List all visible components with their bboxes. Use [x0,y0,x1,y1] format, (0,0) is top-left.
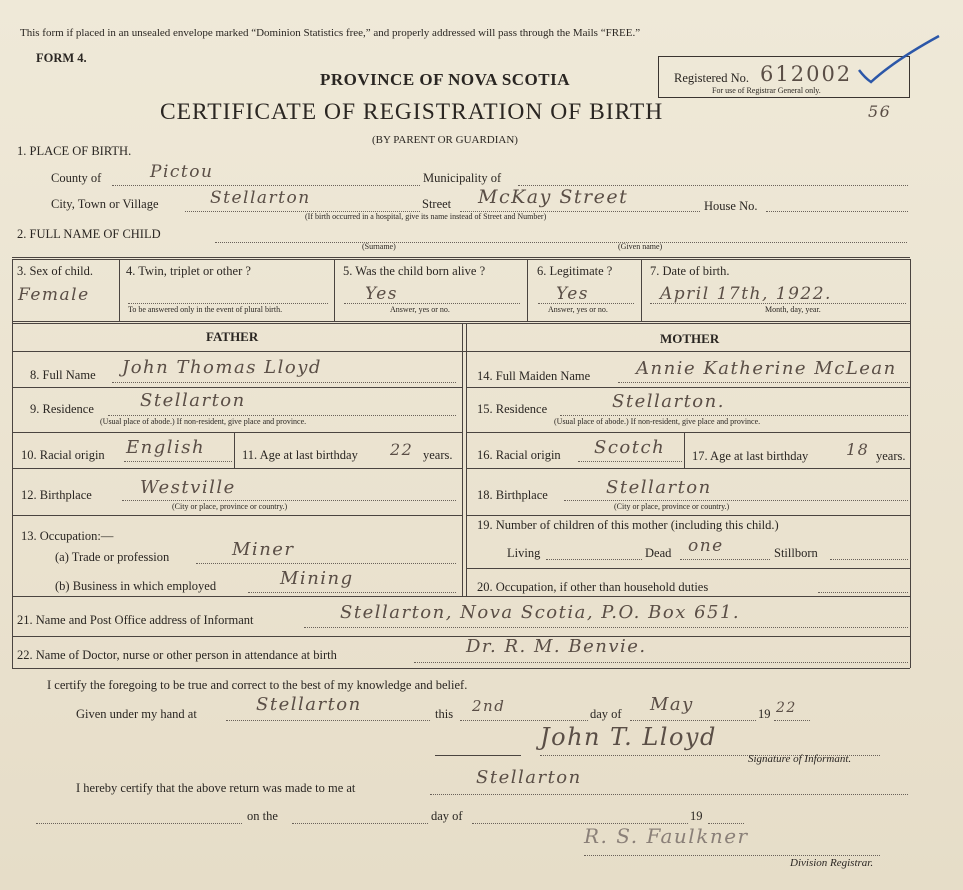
father-birthplace-value: Westville [140,477,236,498]
mother-name-value: Annie Katherine McLean [636,358,897,379]
business-value: Mining [280,568,354,589]
mother-residence-line [560,415,908,416]
municipality-label: Municipality of [423,171,502,185]
father-birthplace-line [122,500,456,501]
informant-line [304,627,908,628]
dead-line [680,559,770,560]
right-frame [910,259,911,668]
father-birthplace-note: (City or place, province or country.) [172,502,288,511]
place-of-birth-heading: 1. PLACE OF BIRTH. [17,144,132,158]
alive-value: Yes [365,284,399,304]
page-title: CERTIFICATE OF REGISTRATION OF BIRTH [160,99,664,125]
father-residence-label: 9. Residence [30,402,94,416]
mother-occupation-line [818,592,908,593]
column-divider [527,259,528,321]
father-name-line [112,382,456,383]
row-divider [466,515,910,516]
row-divider [12,351,910,352]
row-divider [12,596,910,597]
registered-number: 612002 [760,62,853,86]
mother-birthplace-value: Stellarton [606,477,712,498]
street-value: McKay Street [478,186,629,208]
given-place-value: Stellarton [256,694,362,715]
father-residence-note: (Usual place of abode.) If non-resident, give place and province. [100,417,307,426]
row-divider [12,468,462,469]
given-label: Given under my hand at [76,707,197,721]
street-label: Street [422,197,452,211]
father-racial-label: 10. Racial origin [21,448,105,462]
business-label: (b) Business in which employed [55,579,217,593]
mother-birthplace-line [564,500,908,501]
mother-age-value: 18 [846,440,870,459]
surname-note: (Surname) [362,242,396,251]
column-divider [234,432,235,468]
given-name-note: (Given name) [618,242,663,251]
month-line [630,720,756,721]
row-divider [12,668,910,669]
center-divider [462,323,463,596]
corner-mark: 56 [868,102,892,121]
given-place-line [226,720,430,721]
mother-birthplace-label: 18. Birthplace [477,488,548,502]
year-line [774,720,810,721]
column-divider [641,259,642,321]
mother-age-years: years. [876,449,906,463]
mother-racial-line [578,461,682,462]
alive-line [344,303,520,304]
mother-birthplace-note: (City or place, province or country.) [614,502,730,511]
children-count-label: 19. Number of children of this mother (including this child.) [477,518,779,532]
father-residence-line [108,415,456,416]
row-divider [12,323,910,324]
stillborn-label: Stillborn [774,546,818,560]
row-divider [12,515,462,516]
mother-racial-value: Scotch [594,437,666,458]
doctor-line [414,662,908,663]
doctor-label: 22. Name of Doctor, nurse or other person in attendance at birth [17,648,337,662]
county-label: County of [51,171,102,185]
page-subtitle: (BY PARENT OR GUARDIAN) [372,134,518,146]
twin-note: To be answered only in the event of plural birth. [128,305,283,314]
registrar-use-note: For use of Registrar General only. [712,86,821,95]
row-divider [12,387,462,388]
sex-label: 3. Sex of child. [17,264,94,278]
legitimate-line [538,303,634,304]
mother-age-label: 17. Age at last birthday [692,449,809,463]
date-line [650,303,906,304]
certify-statement: I certify the foregoing to be true and correct to the best of my knowledge and belief. [47,678,468,692]
center-divider [466,323,467,596]
registrar-place-line [430,794,908,795]
doctor-value: Dr. R. M. Benvie. [466,636,647,657]
column-divider [119,259,120,321]
house-label: House No. [704,199,758,213]
day-value: 2nd [472,697,506,715]
county-value: Pictou [150,162,214,182]
day-of-label: day of [590,707,622,721]
living-line [546,559,642,560]
living-label: Living [507,546,541,560]
row-divider [12,636,910,637]
mother-name-line [618,382,908,383]
child-name-line [215,242,907,243]
alive-note: Answer, yes or no. [390,305,450,314]
legitimate-label: 6. Legitimate ? [537,264,613,278]
stillborn-line [830,559,908,560]
date-note: Month, day, year. [765,305,821,314]
year-prefix-2: 19 [690,809,703,823]
legitimate-note: Answer, yes or no. [548,305,608,314]
form-number: FORM 4. [36,51,87,65]
dead-value: one [688,536,724,556]
trade-label: (a) Trade or profession [55,550,170,564]
column-divider [334,259,335,321]
father-name-value: John Thomas Lloyd [122,357,322,378]
registrar-signature: R. S. Faulkner [584,824,749,848]
twin-line [128,303,328,304]
row-divider [466,468,910,469]
row-divider [12,257,910,258]
mother-name-label: 14. Full Maiden Name [477,369,591,383]
year-prefix: 19 [758,707,771,721]
signature-caption: Signature of Informant. [748,753,852,765]
left-frame [12,259,13,668]
on-the-label: on the [247,809,278,823]
mother-heading: MOTHER [660,331,720,346]
registrar-place-value: Stellarton [476,767,582,788]
year-value: 22 [776,700,797,716]
registrar-blank-line [36,823,242,824]
house-line [766,211,908,212]
registered-label: Registered No. [674,71,749,85]
sex-value: Female [18,285,90,305]
father-racial-line [124,461,232,462]
blue-check-mark [855,30,945,90]
mailing-notice: This form if placed in an unsealed envelope marked “Dominion Statistics free,” and properly addressed will pass through the Mails “FREE.” [20,27,641,39]
row-divider [466,432,910,433]
father-age-label: 11. Age at last birthday [242,448,358,462]
registrar-signature-line [584,855,880,856]
row-divider [12,259,910,260]
row-divider [466,568,910,569]
mother-residence-note: (Usual place of abode.) If non-resident, give place and province. [554,417,761,426]
on-the-line [292,823,428,824]
mother-racial-label: 16. Racial origin [477,448,561,462]
mother-occupation-label: 20. Occupation, if other than household duties [477,580,709,594]
county-line [112,185,420,186]
trade-line [196,563,456,564]
province-heading: PROVINCE OF NOVA SCOTIA [320,70,571,89]
business-line [248,592,456,593]
street-note: (If birth occurred in a hospital, give its name instead of Street and Number) [305,212,547,221]
father-occupation-label: 13. Occupation:— [21,529,114,543]
row-divider [466,387,910,388]
this-label: this [435,707,454,721]
month-value: May [650,694,694,715]
mother-residence-value: Stellarton. [612,391,725,412]
twin-label: 4. Twin, triplet or other ? [126,264,251,278]
dead-label: Dead [645,546,672,560]
father-heading: FATHER [206,329,259,344]
column-divider [684,432,685,468]
father-residence-value: Stellarton [140,390,246,411]
legitimate-value: Yes [556,284,590,304]
child-name-heading: 2. FULL NAME OF CHILD [17,227,161,241]
father-birthplace-label: 12. Birthplace [21,488,92,502]
father-age-years: years. [423,448,453,462]
informant-signature: John T. Lloyd [540,723,717,751]
mother-residence-label: 15. Residence [477,402,548,416]
signature-rule [435,755,521,756]
row-divider [12,321,910,322]
date-of-birth-value: April 17th, 1922. [660,284,832,304]
day-line [460,720,588,721]
alive-label: 5. Was the child born alive ? [343,264,486,278]
date-of-birth-label: 7. Date of birth. [650,264,730,278]
city-value: Stellarton [210,188,311,208]
trade-value: Miner [232,539,295,560]
informant-value: Stellarton, Nova Scotia, P.O. Box 651. [340,602,741,623]
father-racial-value: English [126,437,206,458]
row-divider [12,432,462,433]
registrar-caption: Division Registrar. [790,857,874,869]
informant-label: 21. Name and Post Office address of Informant [17,613,254,627]
day-of-label-2: day of [431,809,463,823]
city-label: City, Town or Village [51,197,159,211]
father-name-label: 8. Full Name [30,368,96,382]
father-age-value: 22 [390,440,414,459]
registrar-statement: I hereby certify that the above return was made to me at [76,781,356,795]
